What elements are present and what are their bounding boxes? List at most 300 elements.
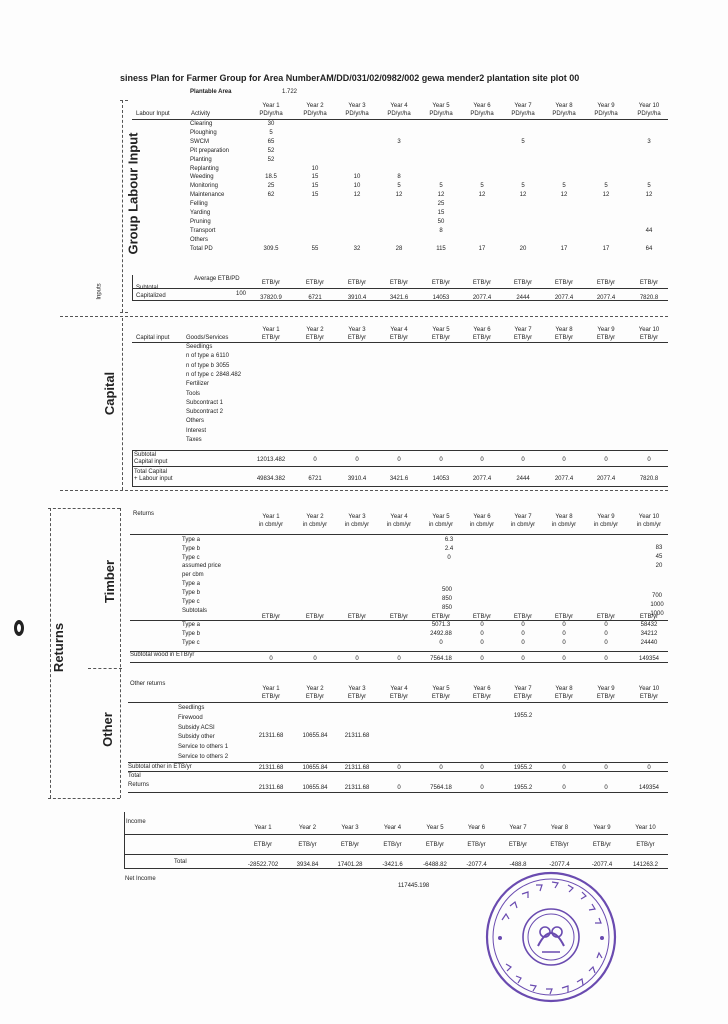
capital-goods-label: Others [186, 418, 205, 425]
capital-input-value: 0 [521, 457, 525, 463]
timber-unit: in cbm/yr [469, 522, 495, 528]
average-etb-value: 100 [236, 291, 247, 297]
timber-etb-unit: ETB/yr [639, 614, 659, 620]
timber-subtotal-value: 7564.18 [430, 656, 452, 662]
timber-etb-value: 0 [604, 631, 608, 637]
labour-avg-unit: ETB/yr [472, 280, 492, 286]
capital-unit: ETB/yr [554, 335, 574, 341]
timber-volume-value: 6.3 [444, 537, 454, 543]
timber-price-label: Type c [182, 599, 200, 605]
timber-subtotal-value: 0 [313, 656, 317, 662]
other-subtotal-value: 21311.68 [344, 765, 370, 771]
other-returns-header: Other returns [130, 681, 166, 687]
timber-year: Year 4 [390, 514, 408, 520]
rule-line [132, 275, 133, 300]
labour-activity-label: Replanting [190, 165, 219, 172]
capital-total-value: 2077.4 [554, 476, 574, 482]
rule-line [132, 486, 668, 487]
capital-total-value: 14053 [432, 476, 450, 482]
labour-unit: PD/yr/ha [470, 111, 494, 117]
timber-unit: in cbm/yr [344, 522, 370, 528]
other-total-value: 7564.18 [430, 785, 452, 791]
other-subtotal-value: 0 [562, 765, 566, 771]
labour-activity-value: 115 [436, 245, 446, 252]
labour-activity-value: 52 [267, 156, 275, 163]
capital-year: Year 6 [473, 327, 491, 333]
timber-etb-label: Type b [182, 631, 201, 637]
labour-avg-unit: ETB/yr [513, 280, 533, 286]
timber-etb-value: 0 [480, 640, 484, 646]
rule-line [128, 792, 668, 793]
rule-line [130, 620, 668, 621]
income-total-value: -2077.4 [549, 862, 570, 868]
labour-year: Year 4 [390, 103, 408, 109]
other-total-value: 10655.84 [302, 785, 328, 791]
income-year: Year 8 [550, 825, 569, 831]
document-title: siness Plan for Farmer Group for Area NumberAM/DD/031/02/0982/002 gewa mender2 plantation site plot 00 [120, 73, 580, 83]
capital-total-value: 3910.4 [347, 476, 367, 482]
labour-activity-value: 5 [521, 138, 525, 145]
labour-activity-label: Pit preparation [190, 147, 230, 154]
timber-year: Year 5 [432, 514, 450, 520]
labour-activity-value: 17 [478, 245, 486, 252]
timber-price-value: 1000 [650, 611, 664, 617]
timber-etb-value: 58432 [640, 622, 658, 628]
labour-avg-unit: ETB/yr [305, 280, 325, 286]
other-unit: ETB/yr [431, 694, 451, 700]
labour-activity-label: Total PD [190, 245, 213, 252]
capital-input-header: Capital input [136, 335, 170, 341]
timber-etb-value: 0 [439, 640, 443, 646]
capital-input-value: 0 [397, 457, 401, 463]
capital-input-value: 0 [355, 457, 359, 463]
income-year: Year 6 [467, 825, 486, 831]
timber-volume-value: 20 [655, 563, 663, 569]
capital-goods-label: n of type a [186, 353, 215, 360]
capital-goods-label: Taxes [186, 437, 202, 443]
timber-etb-unit: ETB/yr [513, 614, 533, 620]
capital-unit: ETB/yr [305, 335, 325, 341]
other-year: Year 6 [473, 686, 491, 692]
rule-line [128, 762, 668, 763]
timber-year: Year 7 [514, 514, 532, 520]
timber-subtotal-value: 0 [562, 656, 566, 662]
income-total-label: Total [174, 859, 187, 865]
income-year: Year 4 [383, 825, 402, 831]
labour-capitalized-value: 3421.6 [389, 295, 409, 301]
other-returns-label: Subsidy other [178, 734, 215, 741]
capital-section-label: Capital [102, 371, 118, 416]
income-header: Income [126, 819, 146, 825]
labour-activity-value: 50 [437, 218, 445, 225]
other-subtotal-value: 10655.84 [302, 765, 328, 771]
timber-unit: in cbm/yr [636, 522, 662, 528]
labour-activity-value: 15 [311, 192, 319, 199]
timber-unit: in cbm/yr [593, 522, 619, 528]
capital-total-value: 2077.4 [472, 476, 492, 482]
labour-activity-value: 12 [519, 192, 527, 199]
other-year: Year 9 [597, 686, 615, 692]
labour-avg-unit: ETB/yr [389, 280, 409, 286]
labour-year: Year 3 [348, 103, 366, 109]
activity-header: Activity [191, 111, 211, 117]
average-etb-label: Average ETB/PD [194, 276, 240, 282]
capital-goods-label: Fertilizer [186, 381, 210, 388]
capital-input-value: 0 [562, 457, 566, 463]
other-subtotal-label: Subtotal other in ETB/yr [128, 764, 192, 770]
other-subtotal-value: 0 [439, 765, 443, 771]
capital-total-value: 3421.6 [389, 476, 409, 482]
income-unit: ETB/yr [253, 842, 273, 848]
labour-activity-label: Weeding [190, 174, 214, 181]
inputs-side-label: Inputs [96, 283, 103, 300]
labour-input-header: Labour Input [136, 111, 170, 117]
rule-line [124, 854, 668, 855]
capital-input-value: 0 [439, 457, 443, 463]
labour-year: Year 7 [514, 103, 532, 109]
labour-activity-value: 10 [353, 183, 361, 190]
capital-subtotal-label: Subtotal [134, 452, 157, 458]
income-unit: ETB/yr [340, 842, 360, 848]
income-unit: ETB/yr [383, 842, 402, 848]
other-section-label: Other [99, 712, 115, 747]
labour-activity-value: 5 [521, 183, 525, 190]
income-unit: ETB/yr [592, 842, 612, 848]
timber-subtotal-value: 0 [269, 656, 273, 662]
income-year: Year 3 [341, 825, 359, 831]
labour-activity-value: 32 [353, 245, 361, 252]
capital-goods-value: 2848.482 [216, 371, 242, 378]
rule-line [124, 812, 125, 868]
labour-activity-value: 12 [478, 192, 486, 199]
timber-etb-value: 0 [604, 640, 608, 646]
labour-activity-label: Planting [190, 156, 212, 163]
labour-activity-value: 5 [480, 183, 484, 190]
labour-activity-value: 5 [647, 183, 651, 190]
income-unit: ETB/yr [425, 842, 445, 848]
income-total-value: 3934.84 [296, 862, 319, 868]
labour-activity-value: 10 [353, 174, 361, 181]
income-total-value: -488.8 [509, 862, 527, 868]
labour-capitalized-value: 6721 [308, 295, 322, 301]
timber-year: Year 2 [306, 514, 324, 520]
timber-etb-value: 24440 [640, 640, 658, 646]
labour-avg-unit: ETB/yr [639, 280, 659, 286]
timber-etb-value: 0 [521, 640, 525, 646]
other-year: Year 4 [390, 686, 408, 692]
labour-avg-unit: ETB/yr [261, 280, 281, 286]
other-year: Year 5 [432, 686, 450, 692]
labour-capitalized-value: 2077.4 [472, 295, 492, 301]
labour-activity-value: 12 [395, 192, 403, 199]
labour-activity-value: 8 [397, 174, 401, 181]
timber-price-label: Type b [182, 590, 201, 596]
income-year: Year 9 [593, 825, 611, 831]
labour-activity-value: 5 [439, 183, 443, 190]
other-year: Year 2 [306, 686, 324, 692]
capital-total-value: 7820.8 [639, 476, 659, 482]
timber-etb-value: 0 [521, 631, 525, 637]
other-subtotal-value: 0 [647, 765, 651, 771]
rule-line [132, 466, 668, 467]
other-unit: ETB/yr [472, 694, 492, 700]
capital-input-value: 0 [480, 457, 484, 463]
labour-avg-unit: ETB/yr [554, 280, 574, 286]
total-returns-label: Total [128, 773, 141, 779]
labour-activity-value: 5 [604, 183, 608, 190]
timber-volume-value: 0 [447, 555, 451, 561]
labour-activity-value: 25 [267, 183, 275, 190]
timber-etb-unit: ETB/yr [431, 614, 451, 620]
rule-line [132, 119, 668, 120]
labour-unit: PD/yr/ha [387, 111, 411, 117]
labour-activity-label: Others [190, 236, 209, 243]
labour-activity-value: 55 [311, 245, 319, 252]
returns-label: Returns [128, 782, 150, 788]
labour-activity-label: Felling [190, 201, 208, 208]
timber-etb-label: Type c [182, 640, 200, 646]
rule-line [124, 834, 668, 835]
labour-activity-value: 17 [602, 245, 610, 252]
labour-unit: PD/yr/ha [594, 111, 618, 117]
other-returns-label: Service to others 2 [178, 754, 229, 760]
capital-unit: ETB/yr [347, 335, 367, 341]
income-total-value: -3421.6 [382, 862, 403, 868]
labour-activity-label: Transport [190, 227, 216, 234]
timber-unit: in cbm/yr [386, 522, 412, 528]
labour-activity-value: 15 [311, 183, 319, 190]
other-total-value: 21311.68 [258, 785, 284, 791]
timber-etb-value: 34212 [640, 631, 658, 637]
labour-activity-value: 5 [397, 183, 401, 190]
other-total-value: 0 [562, 785, 566, 791]
capital-unit: ETB/yr [389, 335, 409, 341]
labour-activity-value: 15 [311, 174, 319, 181]
timber-etb-value: 0 [562, 622, 566, 628]
rule-line [130, 662, 668, 663]
other-unit: ETB/yr [389, 694, 409, 700]
timber-year: Year 9 [597, 514, 615, 520]
labour-unit: PD/yr/ha [429, 111, 453, 117]
timber-etb-value: 0 [480, 631, 484, 637]
other-subtotal-value: 0 [480, 765, 484, 771]
group-labour-input-label: Group Labour Input [125, 132, 141, 255]
timber-type-label: Type b [182, 546, 201, 552]
capital-input-value: 0 [604, 457, 608, 463]
timber-etb-unit: ETB/yr [554, 614, 574, 620]
labour-avg-unit: ETB/yr [431, 280, 451, 286]
timber-unit: in cbm/yr [551, 522, 577, 528]
rule-line [128, 771, 668, 772]
other-subtotal-value: 1955.2 [513, 765, 533, 771]
timber-unit: in cbm/yr [302, 522, 328, 528]
labour-capitalized-value: 2077.4 [596, 295, 616, 301]
timber-etb-unit: ETB/yr [472, 614, 492, 620]
income-total-value: -2077.4 [591, 862, 613, 868]
other-unit: ETB/yr [513, 694, 533, 700]
labour-avg-unit: ETB/yr [596, 280, 616, 286]
timber-etb-unit: ETB/yr [347, 614, 367, 620]
other-subtotal-value: 21311.68 [258, 765, 284, 771]
labour-capitalized-label: Capitalized [136, 293, 166, 299]
timber-subtotal-value: 0 [521, 656, 525, 662]
labour-year: Year 5 [432, 103, 450, 109]
capital-year: Year 7 [514, 327, 532, 333]
other-total-value: 0 [480, 785, 484, 791]
income-unit: ETB/yr [508, 842, 528, 848]
income-year: Year 7 [509, 825, 527, 831]
timber-unit: in cbm/yr [258, 522, 284, 528]
capital-input-label: Capital input [134, 459, 168, 465]
other-year: Year 10 [638, 686, 660, 692]
labour-activity-value: 12 [645, 192, 653, 199]
timber-etb-value: 0 [562, 640, 566, 646]
labour-activity-label: Monitoring [190, 183, 219, 190]
net-income-label: Net Income [125, 876, 156, 882]
other-total-value: 21311.68 [344, 785, 370, 791]
timber-price-value: 700 [651, 593, 662, 599]
timber-type-label: Type c [182, 555, 200, 561]
timber-price-label: Subtotals [182, 608, 208, 614]
labour-activity-value: 18.5 [265, 174, 277, 181]
other-returns-value: 10655.84 [302, 732, 328, 739]
other-returns-value: 21311.68 [258, 732, 284, 739]
timber-unit: in cbm/yr [428, 522, 454, 528]
labour-activity-label: Maintenance [190, 192, 225, 199]
labour-activity-label: Ploughing [190, 129, 217, 136]
labour-activity-value: 10 [311, 165, 319, 172]
timber-subtotal-value: 0 [604, 656, 608, 662]
labour-year: Year 9 [597, 103, 615, 109]
other-total-value: 1955.2 [513, 785, 533, 791]
income-total-value: 17401.28 [337, 862, 363, 868]
returns-header: Returns [133, 511, 155, 517]
total-capital-label: Total Capital [134, 469, 168, 475]
rule-line [130, 534, 668, 535]
labour-activity-label: SWCM [190, 138, 209, 145]
capital-goods-value: 3055 [216, 362, 230, 369]
capital-unit: ETB/yr [596, 335, 616, 341]
timber-subtotal-value: 149354 [638, 656, 660, 662]
labour-activity-value: 30 [267, 121, 275, 127]
rule-line [132, 288, 668, 289]
goods-services-header: Goods/Services [186, 335, 229, 341]
labour-activity-value: 44 [645, 227, 653, 234]
labour-year: Year 6 [473, 103, 491, 109]
labour-activity-value: 309.5 [263, 245, 279, 252]
capital-unit: ETB/yr [261, 335, 281, 341]
labour-activity-value: 5 [269, 129, 273, 136]
other-returns-label: Subsidy ACSI [178, 724, 215, 731]
timber-subtotal-value: 0 [355, 656, 359, 662]
labour-year: Year 8 [555, 103, 573, 109]
labour-activity-value: 65 [267, 138, 275, 145]
other-total-value: 0 [604, 785, 608, 791]
timber-etb-unit: ETB/yr [389, 614, 409, 620]
capital-year: Year 3 [348, 327, 366, 333]
other-total-value: 149354 [638, 785, 660, 791]
other-year: Year 1 [262, 686, 280, 692]
rule-line [132, 342, 668, 343]
other-returns-value: 1955.2 [513, 713, 533, 719]
timber-year: Year 1 [262, 514, 280, 520]
timber-etb-value: 0 [521, 622, 525, 628]
timber-section-label: Timber [102, 559, 118, 604]
labour-year: Year 1 [262, 103, 280, 109]
labour-capitalized-value: 3910.4 [347, 295, 367, 301]
income-total-value: -6488.82 [423, 862, 447, 868]
capital-unit: ETB/yr [513, 335, 533, 341]
labour-activity-value: 3 [647, 138, 651, 145]
labour-activity-label: Clearing [190, 121, 213, 127]
income-year: Year 2 [298, 825, 317, 831]
other-year: Year 8 [555, 686, 573, 692]
labour-activity-value: 3 [397, 138, 401, 145]
labour-activity-value: 12 [602, 192, 610, 199]
income-unit: ETB/yr [298, 842, 317, 848]
labour-unit: PD/yr/ha [259, 111, 283, 117]
timber-volume-value: 45 [655, 554, 663, 560]
rule-line [128, 702, 668, 703]
punch-hole-icon [14, 620, 24, 636]
labour-activity-label: Yarding [190, 210, 211, 216]
other-year: Year 7 [514, 686, 532, 692]
returns-section-label: Returns [51, 622, 67, 673]
labour-activity-value: 5 [562, 183, 566, 190]
timber-volume-value: 83 [655, 545, 663, 551]
capital-total-value: 49834.382 [256, 476, 286, 482]
income-unit: ETB/yr [467, 842, 486, 848]
capital-goods-label: Subcontract 2 [186, 409, 224, 416]
capital-year: Year 10 [638, 327, 660, 333]
other-subtotal-value: 0 [397, 765, 401, 771]
labour-unit: PD/yr/ha [303, 111, 327, 117]
capital-year: Year 8 [555, 327, 573, 333]
capital-total-value: 2077.4 [596, 476, 616, 482]
labour-input-label: + Labour input [134, 476, 173, 482]
capital-year: Year 2 [306, 327, 324, 333]
other-subtotal-value: 0 [604, 765, 608, 771]
capital-goods-label: Tools [186, 390, 201, 397]
labour-capitalized-value: 2077.4 [554, 295, 574, 301]
timber-etb-value: 0 [562, 631, 566, 637]
other-returns-label: Seedlings [178, 705, 205, 711]
labour-activity-value: 17 [560, 245, 568, 252]
other-returns-label: Firewood [178, 714, 203, 721]
timber-price-value: 1000 [650, 602, 664, 608]
timber-subtotal-value: 0 [480, 656, 484, 662]
labour-activity-value: 64 [645, 245, 653, 252]
official-stamp-icon [482, 868, 620, 1006]
capital-input-value: 0 [647, 457, 651, 463]
capital-year: Year 5 [432, 327, 450, 333]
labour-capitalized-value: 7820.8 [639, 295, 659, 301]
labour-activity-value: 28 [395, 245, 403, 252]
timber-etb-label: Type a [182, 622, 201, 628]
rule-line [132, 450, 668, 451]
capital-year: Year 9 [597, 327, 615, 333]
income-total-value: -28522.702 [247, 862, 279, 868]
labour-unit: PD/yr/ha [345, 111, 369, 117]
labour-activity-value: 12 [437, 192, 445, 199]
labour-activity-value: 52 [267, 147, 275, 154]
timber-year: Year 8 [555, 514, 573, 520]
timber-unit: in cbm/yr [510, 522, 536, 528]
capital-unit: ETB/yr [639, 335, 659, 341]
capital-year: Year 1 [262, 327, 280, 333]
timber-type-label: Type a [182, 581, 201, 587]
timber-subtotal-label: Subtotal wood in ETB/yr [130, 652, 195, 658]
